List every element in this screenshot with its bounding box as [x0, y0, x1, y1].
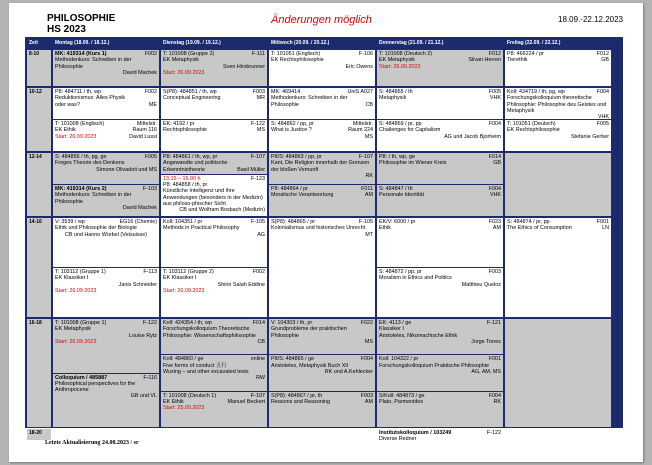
course-entry: MK: 469414 UniS A027 Methodenkurs: Schreiben in der Philosophie CB: [269, 88, 375, 120]
course-entry: S: 484847 / th F004 Personale Identität VHK: [377, 185, 503, 216]
course-entry: V: 104303 / th, pr F022 Grundprobleme der praktischen Philosophie MS: [269, 319, 375, 355]
course-entry: EK: 4192 / pr F-122 Rechtsphilosophie MS: [161, 120, 267, 151]
course-entry: P8: / th, wp, ge F014 Philosophie im Wiener Kreis GB: [377, 153, 503, 185]
course-entry: Koll: 434719 / th, pg, wp F004 Forschungskolloquium theoretische Philosophie: Philosophie des Geistes und Metaphysik VHK: [507, 89, 609, 120]
time-slot-12-14: 12-14: [27, 153, 51, 216]
cell-tue-12: [161, 153, 267, 216]
col-header-thursday: Donnerstag (21.09. / 21.12.): [377, 39, 503, 48]
cell-mon-14: [53, 218, 159, 317]
course-entry: P8: 484711 / th, wp F002 Reduktionismus: Alles Physik oder was? ME: [53, 88, 159, 120]
last-updated-footer: Letzte Aktualisierung 24.08.2023 / sr: [45, 440, 139, 446]
page-title: PHILOSOPHIE: [47, 13, 116, 24]
cell-fri-14: [505, 218, 611, 317]
course-entry: S: 484874 / pr, pp F001 The Ethics of Consumption LN: [505, 218, 611, 317]
cell-fri-8: [505, 50, 611, 86]
course-entry: P8: 484861 / th, wp, pr F-107 Angewandte und politische Erkenntnistheorie Basil Müller: [161, 153, 267, 175]
course-entry: Koll: 104322 / pr F001 Forschungskolloquium Praktische Philosophie AG, AM, MS: [377, 355, 503, 391]
timetable-grid: [25, 37, 623, 440]
time-slot-14-16: 14-16: [27, 218, 51, 317]
cell-wed-10: [269, 88, 375, 151]
cell-wed-14: [269, 218, 375, 317]
course-entry: T: 101008 (Deutsch 2) F012 EK Metaphysik Silvan Herren Start: 26.09.2023: [377, 50, 503, 86]
time-slot-16-18: 16-18: [27, 319, 51, 427]
cell-fri-12: [505, 153, 611, 216]
semester-label: HS 2023: [47, 24, 86, 35]
course-entry: P8/S: 484863 / pp, pr F-107 Kant, Die Religion innerhalb der Grenzen der bloßen Vernunft RK: [269, 153, 375, 185]
course-entry: Institutskolloquium / 103249 F-122 Diverse Redner: [377, 429, 503, 440]
cell-thu-12: [377, 153, 503, 216]
cell-tue-8: [161, 50, 267, 86]
cell-fri-18: [505, 429, 611, 440]
cell-fri-16: [505, 319, 611, 427]
course-entry: P8/S: 484865 / ge F004 Aristoteles, Metaphysik Buch XII RK und A.Kehlecker: [269, 355, 375, 391]
course-entry: S: 484856 / th, pg, ge F005 Freges Theorie des Denkens Simone Olivadoti und MS: [53, 153, 159, 185]
course-entry: V: 3539 / wp EG16 (Chemie) Ethik und Philosophie der Biologie CB und Hanno Würbel (Vetsuisse): [53, 218, 159, 268]
col-header-wednesday: Mittwoch (20.09. / 20.12.): [269, 39, 375, 48]
cell-wed-12: [269, 153, 375, 216]
course-entry: Colloquium / 485887 F-116 Philosophical perspectives for the Anthropocene GB und VL: [53, 374, 159, 428]
cell-tue-18: [161, 429, 267, 440]
course-entry: Koll: 104351 / pr F-105 Methods in Practical Philosophy AG: [161, 218, 267, 268]
cell-mon-12: [53, 153, 159, 216]
course-entry: S: 484865 / th F005 Metaphysik VHK: [377, 88, 503, 120]
course-entry: MK: 419314 (Kurs 2) F-103 Methodenkurs: Schreiben in der Philosophie David Machek: [53, 185, 159, 216]
col-header-monday: Montag (18.09. / 18.12.): [53, 39, 159, 48]
cell-thu-14: [377, 218, 503, 317]
course-entry: S(P8): 484851 / th, wp F003 Conceptual Engineering MR: [161, 88, 267, 120]
course-entry: S(P8): 484867 / pr, th F003 Reasons and Reasoning AM: [269, 392, 375, 427]
course-entry: T: 101008 (Gruppe 2) F-111 EK Metaphysik Sven Hirsbrunner Start: 26.09.2023: [161, 50, 267, 86]
cell-wed-18: [269, 429, 375, 440]
cell-thu-18: [377, 429, 503, 440]
course-entry: T: 101051 (Deutsch) F005 EK Rechtsphilosophie Stefanie Gerber: [505, 120, 611, 151]
time-slot-18-20: 18-20: [27, 429, 51, 440]
course-entry: T: 103112 (Gruppe 2) F002 EK Klassiker I Shirin Salah Eddine Start: 26.09.2023: [161, 268, 267, 317]
course-entry: S: 484872 / pp, pr F003 Moralism in Ethics and Politics Matthieu Queloz: [377, 268, 503, 317]
cell-thu-16: [377, 319, 503, 427]
cell-tue-10: [161, 88, 267, 151]
cell-thu-8: [377, 50, 503, 86]
course-entry: S: 484869 / pr, pp F004 Challenges for Capitalism AG und Jacob Bjorheim: [377, 120, 503, 151]
time-slot-8-10: 8-10: [27, 50, 51, 86]
cell-tue-16: [161, 319, 267, 427]
semester-dates: 18.09.-22.12.2023: [558, 15, 623, 24]
changes-note: Änderungen möglich: [271, 14, 372, 26]
time-slot-10-12: 10-12: [27, 88, 51, 151]
cell-fri-10: [505, 88, 611, 151]
course-entry: EK/V: 6000 / pr F023 Ethik AM: [377, 218, 503, 268]
course-entry: T: 103112 (Gruppe 1) F-113 EK Klassiker I Janis Schneider Start: 26.09.2023: [53, 268, 159, 317]
col-header-friday: Freitag (22.09. / 22.12.): [505, 39, 611, 48]
cell-thu-10: [377, 88, 503, 151]
course-entry: S(P8): 484865 / pr F-105 Kolonialismus und historisches Unrecht MT: [269, 218, 375, 317]
course-entry: Koll: 484860 / ge online Five forms of conduct 五行 Wuxing – and other excavated texts RW: [161, 355, 267, 391]
cell-wed-8: [269, 50, 375, 86]
course-entry: T: 101008 (Deutsch 1) F-107 EK Ethik Manuel Beckert Start: 25.09.2023: [161, 392, 267, 427]
course-entry: T: 101008 (Gruppe 1) F-122 EK Metaphysik Louise Rytz Start: 26.09.2023: [53, 319, 159, 374]
course-entry: Koll: 424354 / th, wp F014 Forschungskolloquium Theoretische Philosophie: Wissenschaftsphilosophie CB: [161, 319, 267, 355]
course-entry: T: 101051 (Englisch) F-106 EK Rechtsphilosophie Eric Owens: [269, 50, 375, 86]
cell-mon-18: [53, 429, 159, 440]
col-header-tuesday: Dienstag (19.09. / 19.12.): [161, 39, 267, 48]
course-entry: T: 101008 (Englisch) Mittelstr. EK Ethik Raum 116 Start: 26.09.2023 David Lussi: [53, 120, 159, 151]
cell-wed-16: [269, 319, 375, 427]
course-entry: EK: 4113 / ge F-121 Klassiker I Aristoteles, Nikomachische Ethik Jorge Torres: [377, 319, 503, 355]
course-entry: S: 484862 / pp, pr Mittelstr. What is Justice ? Raum 224 MS: [269, 120, 375, 151]
course-entry: P8: 484864 / pr F011 Moralische Verantwortung AM: [269, 185, 375, 216]
course-entry: 13.15 – 15.00 h F-123 P8: 484858 / th, pr Künstliche Intelligenz und ihre Anwendungen (besonders in der Medizin) aus philoso-phischer Sicht CB und Wolfram Bosbach (Medizin): [161, 175, 267, 216]
cell-tue-14: [161, 218, 267, 317]
timetable-page: [9, 3, 643, 462]
col-header-time: Zeit: [27, 39, 51, 48]
course-entry: P8: 466224 / pr F012 Tierethik GB: [505, 50, 611, 86]
cell-mon-10: [53, 88, 159, 151]
course-entry: MK: 419314 (Kurs 1) F002 Methodenkurs: Schreiben in der Philosophie David Machek: [53, 50, 159, 86]
cell-mon-16: [53, 319, 159, 427]
course-entry: S/Koll: 484873 / ge F004 Plato, Parmenides RK: [377, 392, 503, 427]
cell-mon-8: [53, 50, 159, 86]
